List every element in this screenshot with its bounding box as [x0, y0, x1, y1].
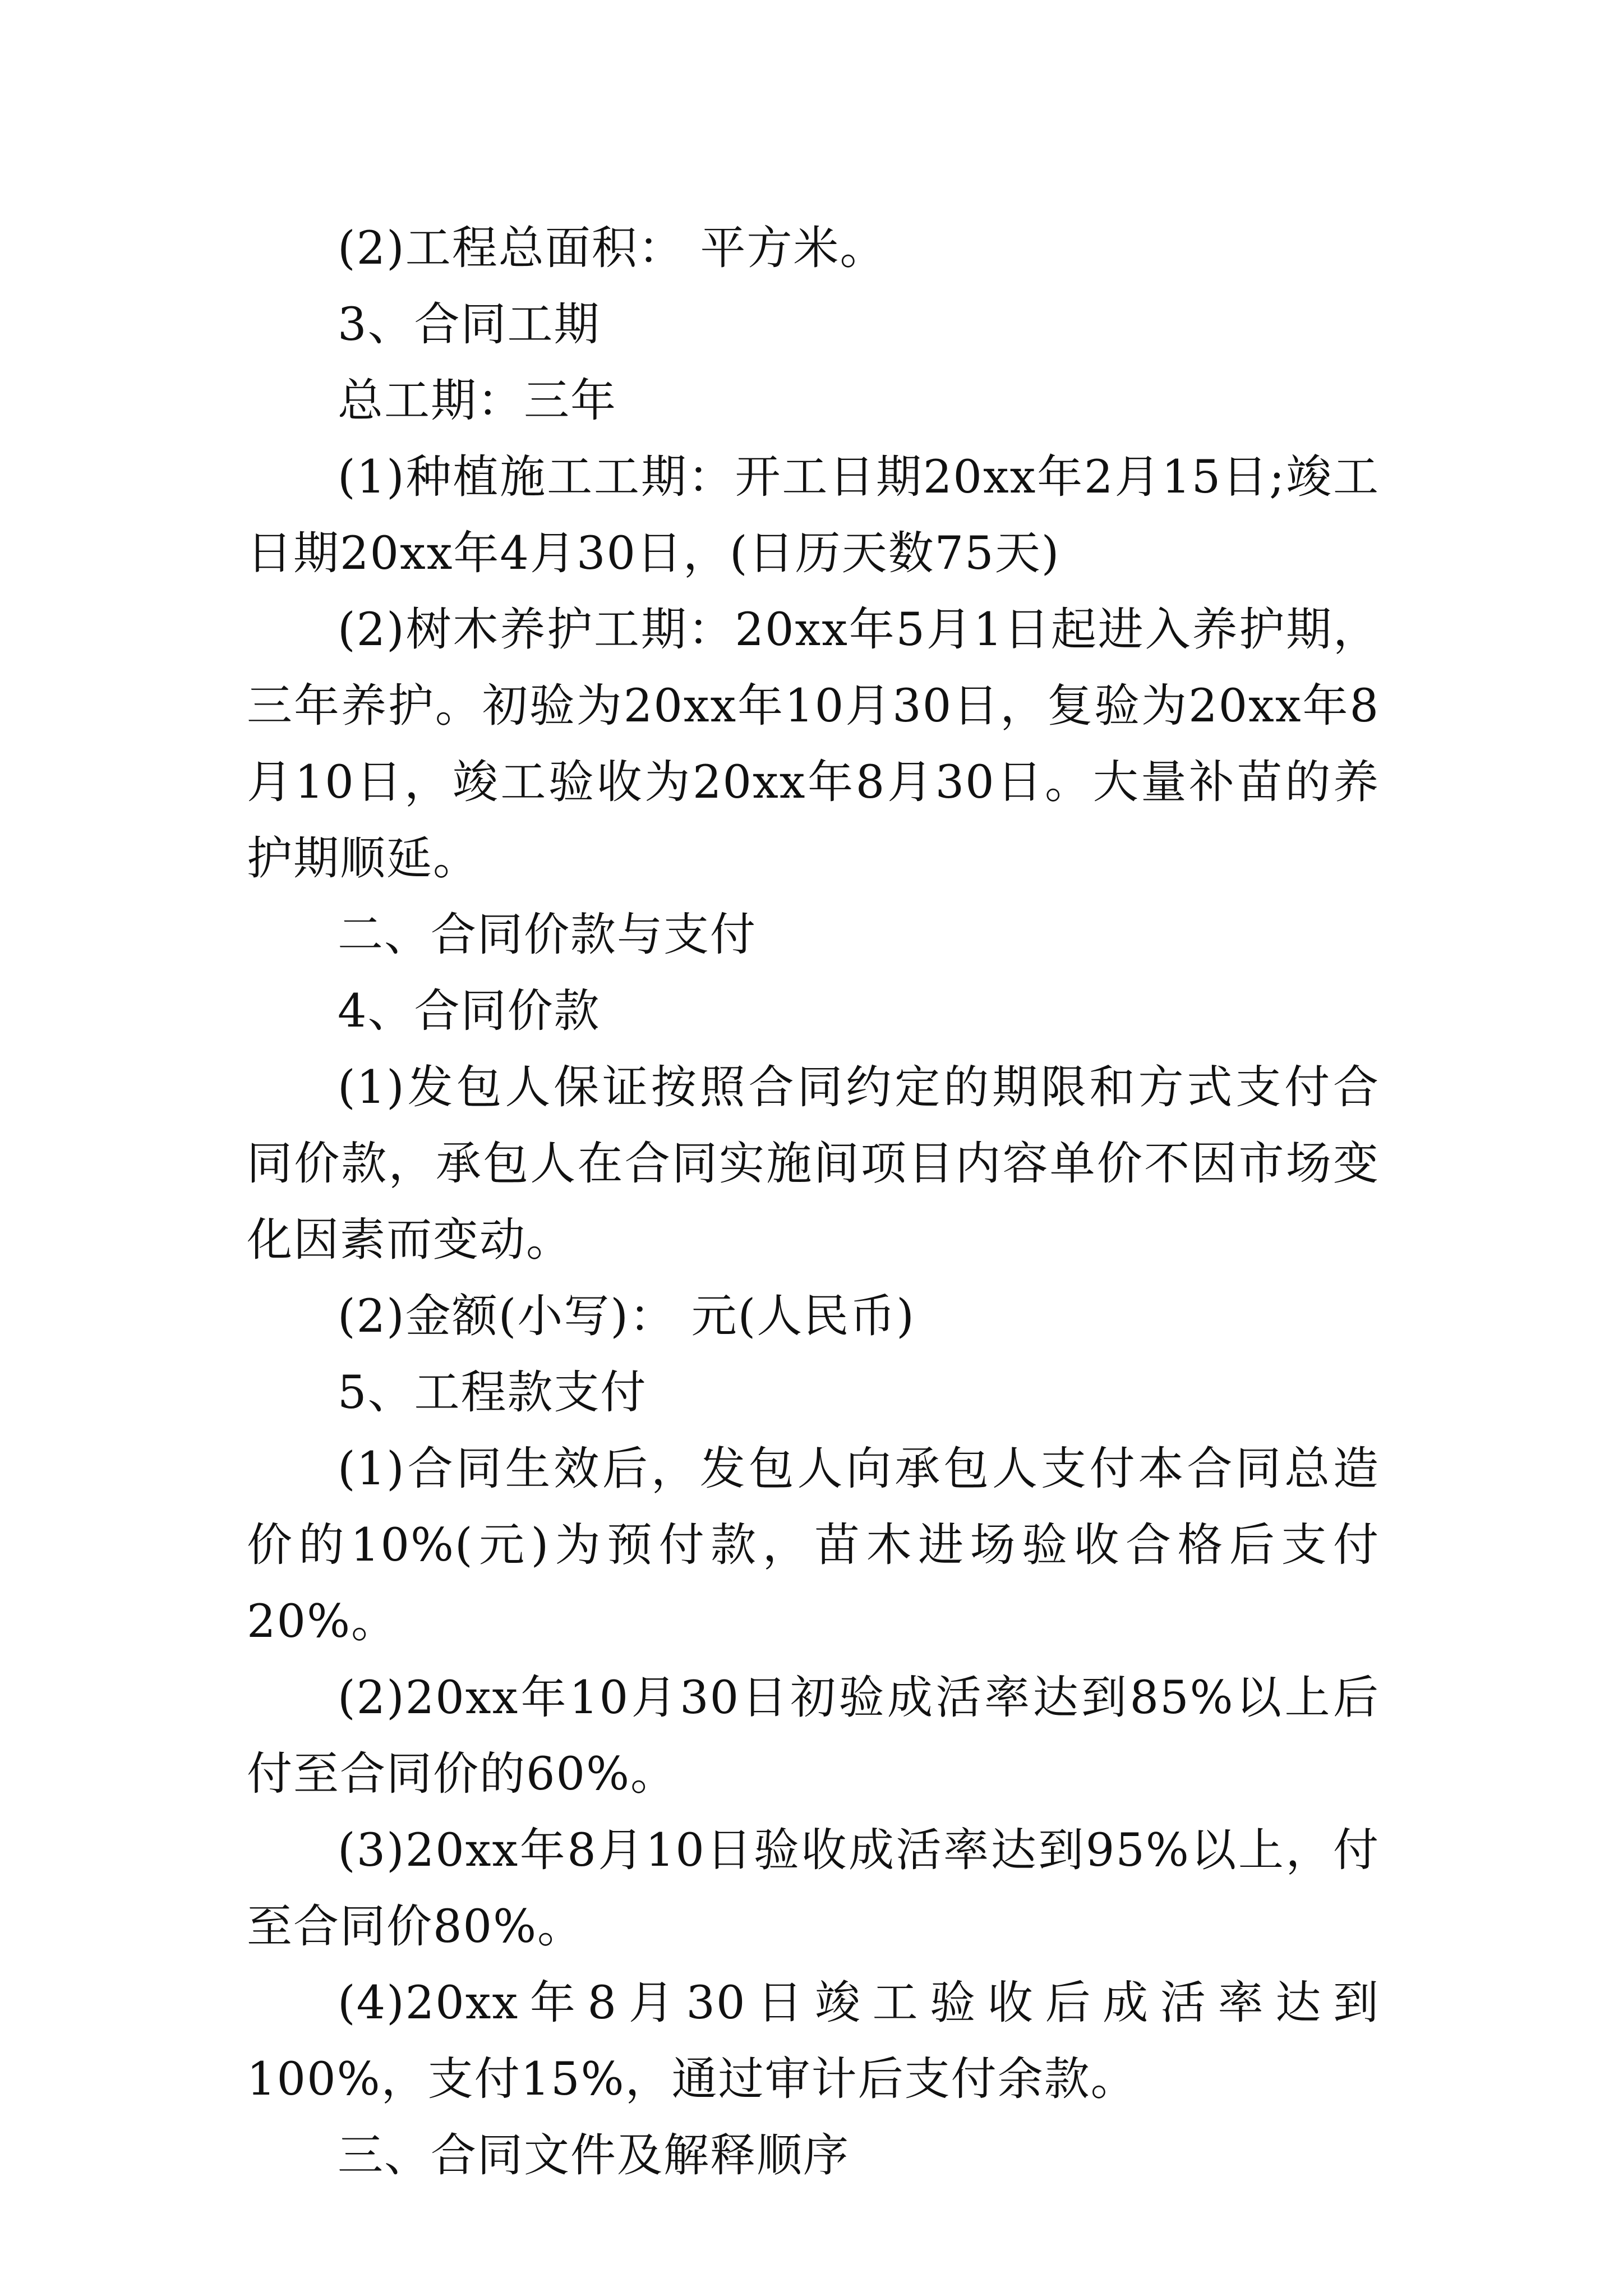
paragraph-total-period: 总工期：三年 — [338, 375, 617, 427]
paragraph-payment-initial-check: (2)20xx年10月30日初验成活率达到85%以上后付至合同价的60%。 — [247, 1672, 1380, 1801]
paragraph-payment-advance: (1)合同生效后，发包人向承包人支付本合同总造价的10%(元)为预付款，苗木进场验收合格后支付20%。 — [247, 1443, 1380, 1648]
paragraph-amount: (2)金额(小写)： 元(人民币) — [338, 1290, 915, 1343]
heading-contract-period: 3、合同工期 — [338, 298, 601, 351]
paragraph-total-area: (2)工程总面积： 平方米。 — [338, 222, 887, 275]
paragraph-payment-completion: (4)20xx年8月30日竣工验收后成活率达到100%，支付15%，通过审计后支付余款。 — [247, 1977, 1380, 2106]
heading-contract-price: 4、合同价款 — [338, 985, 601, 1038]
paragraph-maintenance-period: (2)树木养护工期：20xx年5月1日起进入养护期，三年养护。初验为20xx年10月30日，复验为20xx年8月10日，竣工验收为20xx年8月30日。大量补苗的养护期顺延。 — [247, 604, 1380, 885]
paragraph-payment-acceptance: (3)20xx年8月10日验收成活率达到95%以上，付至合同价80%。 — [247, 1824, 1380, 1953]
paragraph-planting-period: (1)种植施工工期：开工日期20xx年2月15日;竣工日期20xx年4月30日，(日历天数75天) — [247, 451, 1380, 580]
heading-contract-documents: 三、合同文件及解释顺序 — [338, 2129, 850, 2182]
document-body — [247, 210, 1380, 2194]
heading-price-and-payment: 二、合同价款与支付 — [338, 909, 757, 961]
heading-project-payment: 5、工程款支付 — [338, 1366, 647, 1419]
paragraph-price-guarantee: (1)发包人保证按照合同约定的期限和方式支付合同价款，承包人在合同实施间项目内容单价不因市场变化因素而变动。 — [247, 1061, 1380, 1267]
